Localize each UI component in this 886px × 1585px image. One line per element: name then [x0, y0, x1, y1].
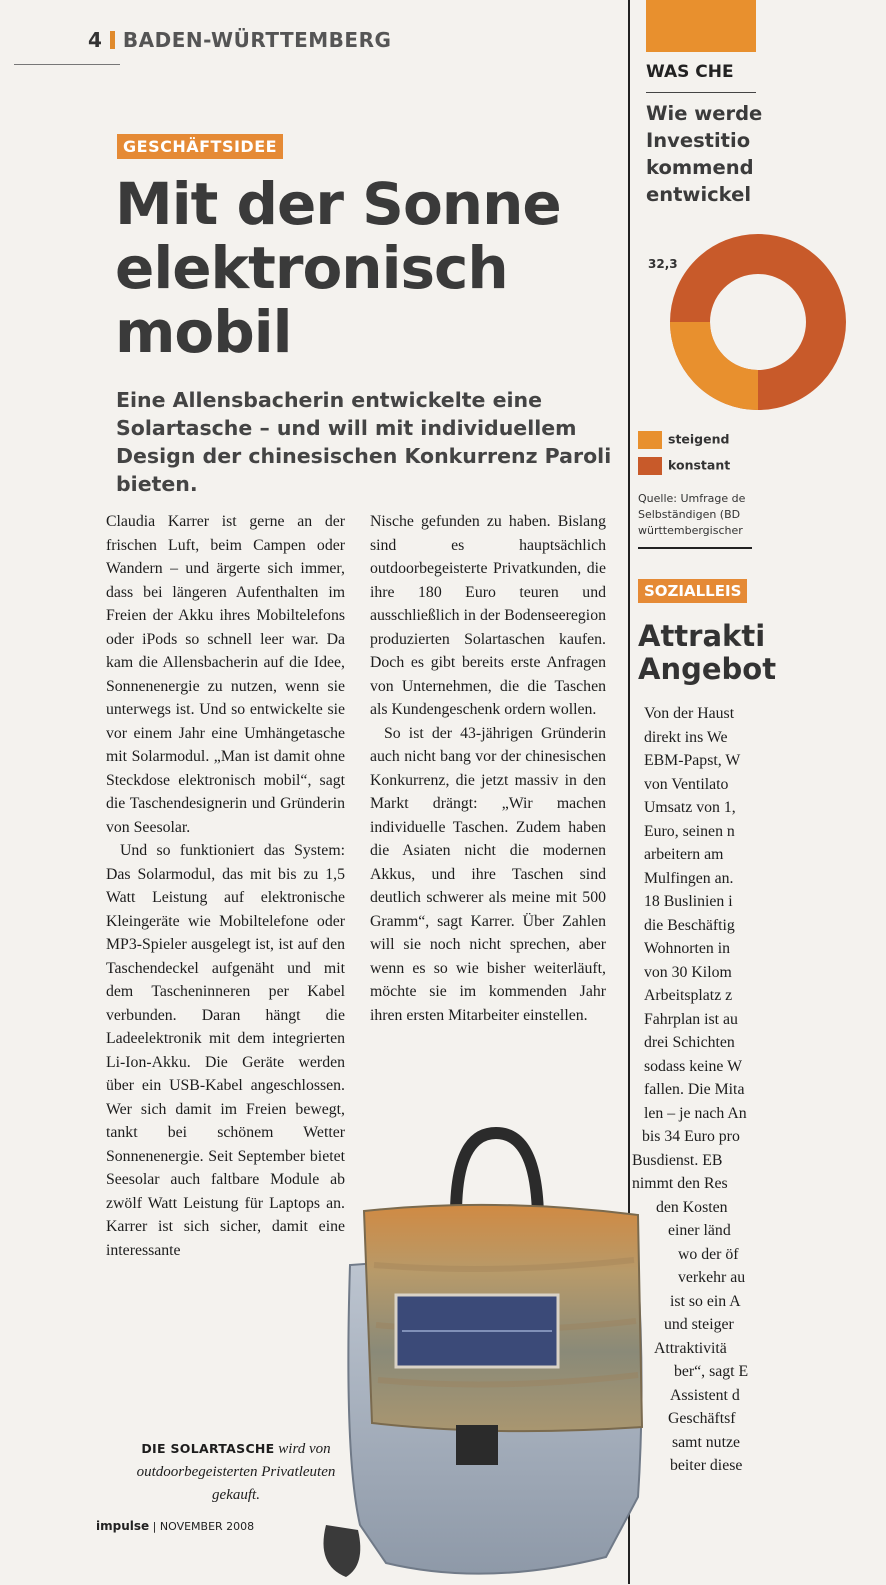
page-folio: [88, 28, 391, 52]
body-line: den Kosten: [656, 1198, 728, 1216]
body-line: Assistent d: [670, 1386, 740, 1404]
legend-label: konstant: [668, 457, 731, 473]
sidebar-top-bar: [646, 0, 756, 52]
body-line: nimmt den Res: [632, 1175, 728, 1192]
sidebar-question: [646, 100, 886, 208]
body-paragraph: So ist der 43-jährigen Gründerin auch nicht bang vor der chinesischen Konkurrenz, die jetzt massiv in den Markt drängt: „Wir machen individuelle Taschen. Zudem haben die Asiaten nicht die modernen Akkus, und ihre Taschen sind deutlich schwerer als meine mit 500 Gramm“, sagt Karrer. Über Zahlen will sie noch nicht sprechen, aber wenn es so wie bisher weiterläuft, möchte sie im kommenden Jahr ihren ersten Mitarbeiter einstellen.: [370, 724, 606, 1024]
legend-label: steigend: [668, 431, 730, 447]
body-line: drei Schichten: [644, 1034, 735, 1051]
article-column-2: [370, 510, 606, 1027]
body-paragraph: Claudia Karrer ist gerne an der frischen Luft, beim Campen oder Wandern – und ärgerte sich immer, dass bei längeren Aufenthalten im Freien der Akku ihres Mobiltelefons oder iPods so schnell leer war. Da kam die Allensbacherin auf die Idee, Sonnenenergie zu nutzen, wenn sie unterwegs ist. Und so entwickelte sie vor einem Jahr eine Umhängetasche mit Solarmodul. „Man ist damit ohne Steckdose elektronisch mobil“, sagt die Taschendesignerin und Gründerin von Seesolar.: [106, 513, 345, 836]
body-line: ber“, sagt E: [674, 1363, 749, 1380]
donut-segment-steigend: [690, 322, 758, 390]
source-line: Quelle: Umfrage de: [638, 492, 746, 505]
body-line: Attraktivitä: [654, 1339, 727, 1357]
body-line: wo der öf: [678, 1245, 739, 1263]
question-line: Investitio: [646, 129, 751, 152]
caption-lead: DIE SOLARTASCHE: [141, 1441, 275, 1456]
bag-strap-end: [324, 1525, 361, 1577]
body-line: Geschäftsf: [668, 1410, 736, 1427]
body-line: Umsatz von 1,: [644, 799, 736, 816]
sidebar-kicker-2: SOZIALLEIS: [638, 579, 747, 603]
article-dek: Eine Allensbacherin entwickelte eine Solartasche – und will mit individuellem Design der chinesischen Konkurrenz Paroli bieten.: [116, 388, 612, 496]
body-line: arbeitern am: [644, 846, 724, 863]
body-line: direkt ins We: [644, 728, 728, 746]
article-headline: Mit der Sonne elektronisch mobil: [115, 170, 561, 366]
header-rule: [14, 64, 120, 65]
section-title: BADEN-WÜRTTEMBERG: [122, 28, 392, 52]
legend-item: [638, 457, 730, 475]
page-footer: [96, 1519, 254, 1533]
article-kicker: GESCHÄFTSIDEE: [117, 134, 283, 159]
sidebar-article-body: [632, 702, 762, 1478]
right-column: [632, 0, 777, 1584]
body-line: ist so ein A: [670, 1292, 741, 1310]
body-line: Wohnorten in: [644, 940, 731, 957]
bag-handle: [456, 1133, 538, 1215]
body-line: bis 34 Euro pro: [642, 1128, 740, 1145]
photo-caption: [136, 1437, 336, 1507]
solar-bag-photo: [316, 1125, 656, 1585]
caption-text: wird von outdoorbegeisterten Privatleuten gekauft.: [136, 1441, 336, 1503]
footer-brand: impulse: [96, 1519, 150, 1533]
source-line: Selbständigen (BD: [638, 508, 741, 521]
donut-value-label: 32,3: [648, 257, 678, 271]
sidebar-article-title: [638, 620, 858, 686]
question-line: Wie werde: [646, 102, 763, 125]
body-line: 18 Buslinien i: [644, 893, 733, 910]
body-line: sodass keine W: [644, 1057, 742, 1075]
body-line: EBM-Papst, W: [644, 752, 741, 769]
sidebar-kicker: WAS CHE: [646, 62, 734, 82]
page-number: 4: [88, 28, 102, 52]
body-paragraph: Und so funktioniert das System: Das Solarmodul, das mit bis zu 1,5 Watt Leistung auf elektronische Kleingeräte wie Mobiltelefone oder MP3-Spieler ausgelegt ist, ist auf den Taschendeckel aufgenäht und mit dem Tascheninneren per Kabel verbunden. Daran hängt die Ladeelektronik mit dem integrierten Li-Ion-Akku. Die Geräte werden über ein USB-Kabel angeschlossen. Wer sich damit im Freien bewegt, tankt bei schönem Wetter Sonnenenergie. Seit September bietet Seesolar auch faltbare Module ab zwölf Watt Leistung für Laptops an. Karrer ist sich sicher, damit eine interessante: [106, 842, 345, 1259]
body-line: von Ventilato: [644, 775, 729, 793]
body-line: samt nutze: [672, 1433, 740, 1451]
footer-issue: NOVEMBER 2008: [159, 1520, 255, 1533]
body-line: Busdienst. EB: [632, 1151, 723, 1169]
legend-swatch: [638, 457, 662, 475]
question-line: kommend: [646, 156, 754, 179]
chart-source: [638, 491, 838, 539]
body-line: len – je nach An: [644, 1104, 747, 1122]
footer-divider: |: [152, 1520, 157, 1533]
body-line: einer länd: [668, 1222, 731, 1239]
donut-chart: [668, 232, 848, 412]
question-line: entwickel: [646, 183, 752, 206]
body-line: die Beschäftig: [644, 916, 735, 934]
body-paragraph: Nische gefunden zu haben. Bislang sind es hauptsächlich outdoorbegeisterte Privatkunden, die ihre 180 Euro teuren und ausschließlich in der Bodenseeregion produzierten Solartaschen kaufen. Doch es gibt bereits erste Anfragen von Unternehmen, die die Taschen als Kundengeschenk ordern wollen.: [370, 513, 606, 718]
sidebar-rule: [646, 92, 756, 93]
body-line: Von der Haust: [644, 705, 735, 722]
body-line: Euro, seinen n: [644, 822, 735, 840]
legend-item: [638, 431, 729, 449]
article-column-1: [106, 510, 345, 1262]
folio-divider: [110, 31, 115, 49]
title-line: Attrakti: [638, 619, 766, 653]
body-line: Fahrplan ist au: [644, 1010, 738, 1028]
body-line: Mulfingen an.: [644, 869, 734, 887]
body-line: von 30 Kilom: [644, 963, 732, 981]
body-line: fallen. Die Mita: [644, 1081, 745, 1098]
bag-buckle: [456, 1425, 498, 1465]
body-line: Arbeitsplatz z: [644, 987, 733, 1004]
body-line: beiter diese: [670, 1457, 743, 1474]
body-line: verkehr au: [678, 1269, 746, 1286]
sidebar-rule-2: [638, 547, 752, 549]
title-line: Angebot: [638, 652, 777, 686]
legend-swatch: [638, 431, 662, 449]
body-line: und steiger: [664, 1316, 734, 1333]
source-line: württembergischer: [638, 524, 743, 537]
